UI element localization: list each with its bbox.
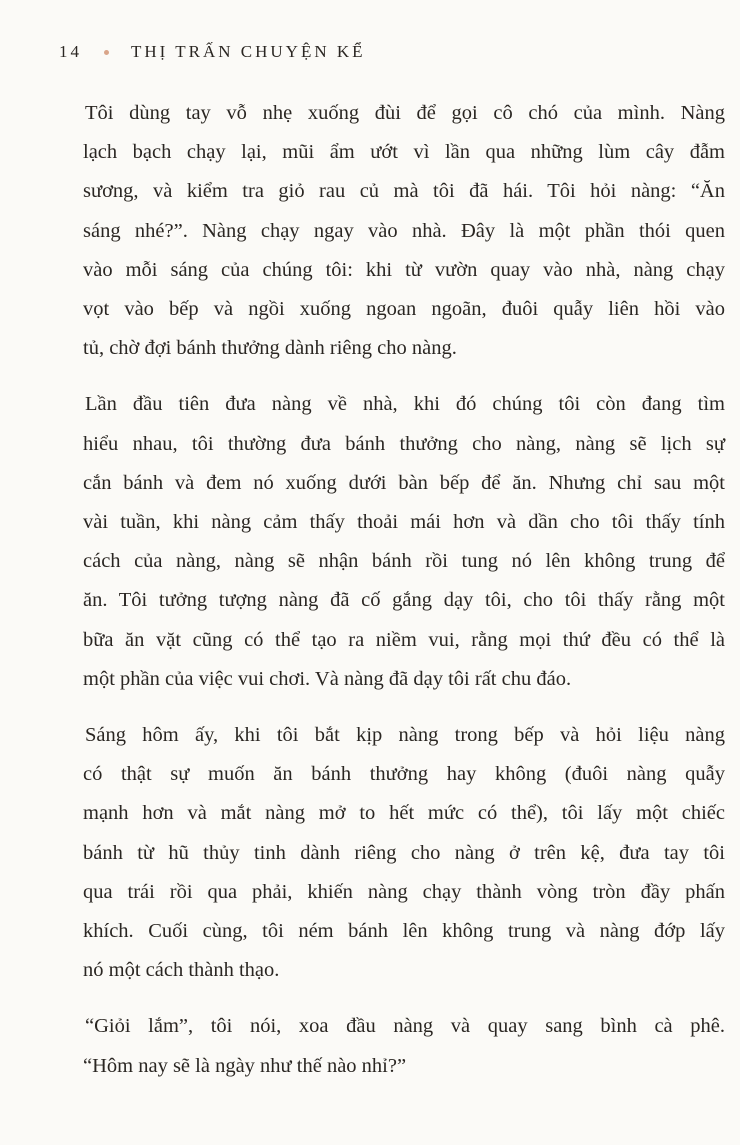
text-line: sáng nhé?”. Nàng chạy ngay vào nhà. Đây là một phần thói quen	[83, 219, 725, 242]
text-line: qua trái rồi qua phải, khiến nàng chạy thành vòng tròn đầy phấn	[83, 880, 725, 903]
text-line: vào mỗi sáng của chúng tôi: khi từ vườn quay vào nhà, nàng chạy	[83, 258, 725, 281]
text-line: “Hôm nay sẽ là ngày như thế nào nhỉ?”	[83, 1054, 407, 1077]
body-text	[83, 94, 725, 1103]
text-line: một phần của việc vui chơi. Và nàng đã dạy tôi rất chu đáo.	[83, 667, 572, 690]
paragraph-2	[83, 385, 725, 699]
separator-dot-icon	[104, 50, 109, 55]
text-line: tủ, chờ đợi bánh thưởng dành riêng cho nàng.	[83, 337, 457, 360]
text-line: “Giỏi lắm”, tôi nói, xoa đầu nàng và quay sang bình cà phê.	[85, 1015, 725, 1038]
paragraph-4	[83, 1007, 725, 1085]
text-line: Lần đầu tiên đưa nàng về nhà, khi đó chúng tôi còn đang tìm	[85, 393, 725, 416]
text-line: vọt vào bếp và ngồi xuống ngoan ngoãn, đuôi quẫy liên hồi vào	[83, 298, 725, 321]
page-number: 14	[59, 42, 82, 61]
running-head	[59, 40, 366, 64]
text-line: cắn bánh và đem nó xuống dưới bàn bếp để ăn. Nhưng chỉ sau một	[83, 471, 725, 494]
text-line: khích. Cuối cùng, tôi ném bánh lên không trung và nàng đớp lấy	[83, 920, 725, 943]
text-line: hiểu nhau, tôi thường đưa bánh thưởng cho nàng, nàng sẽ lịch sự	[83, 432, 725, 455]
text-line: bữa ăn vặt cũng có thể tạo ra niềm vui, rằng mọi thứ đều có thể là	[83, 628, 725, 651]
text-line: vài tuần, khi nàng cảm thấy thoải mái hơn và dần cho tôi thấy tính	[83, 511, 725, 534]
text-line: nó một cách thành thạo.	[83, 959, 280, 982]
text-line: Tôi dùng tay vỗ nhẹ xuống đùi để gọi cô chó của mình. Nàng	[85, 102, 725, 124]
paragraph-1	[83, 94, 725, 368]
text-line: có thật sự muốn ăn bánh thưởng hay không (đuôi nàng quẫy	[83, 763, 725, 786]
text-line: lạch bạch chạy lại, mũi ẩm ướt vì lần qua những lùm cây đẫm	[83, 141, 725, 164]
text-line: Sáng hôm ấy, khi tôi bắt kịp nàng trong bếp và hỏi liệu nàng	[85, 724, 725, 747]
text-line: bánh từ hũ thủy tinh dành riêng cho nàng ở trên kệ, đưa tay tôi	[83, 841, 725, 864]
book-title: THỊ TRẤN CHUYỆN KỂ	[131, 42, 366, 61]
text-line: sương, và kiểm tra giỏ rau củ mà tôi đã hái. Tôi hỏi nàng: “Ăn	[83, 180, 725, 203]
text-line: ăn. Tôi tưởng tượng nàng đã cố gắng dạy tôi, cho tôi thấy rằng một	[83, 589, 725, 612]
paragraph-3	[83, 716, 725, 990]
text-line: mạnh hơn và mắt nàng mở to hết mức có thể), tôi lấy một chiếc	[83, 802, 725, 825]
text-line: cách của nàng, nàng sẽ nhận bánh rồi tung nó lên không trung để	[83, 550, 725, 573]
